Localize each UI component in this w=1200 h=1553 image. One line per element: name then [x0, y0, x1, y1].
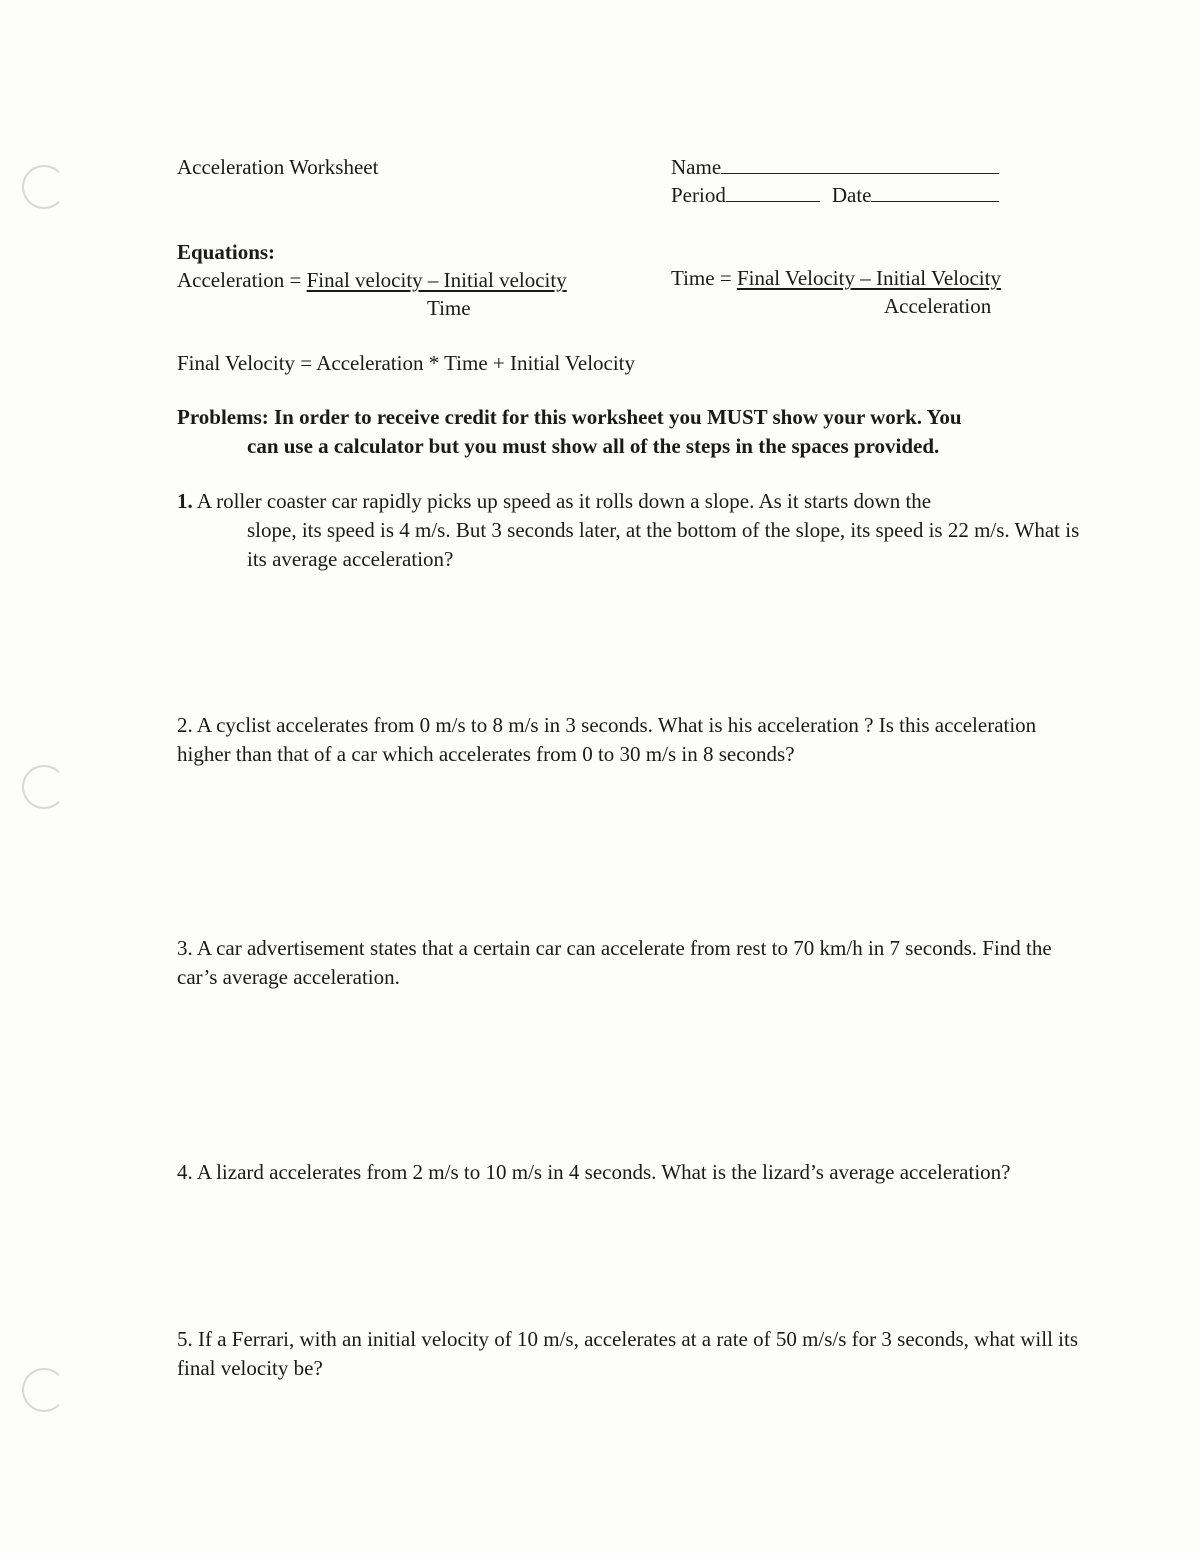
date-blank-line[interactable] [871, 181, 999, 202]
binder-hole-middle [22, 765, 66, 809]
name-label: Name [671, 155, 722, 179]
period-blank-line[interactable] [726, 181, 820, 202]
period-label: Period [671, 183, 726, 207]
date-label: Date [831, 183, 872, 207]
worksheet-title: Acceleration Worksheet [177, 155, 379, 179]
instructions-line-1: Problems: In order to receive credit for this worksheet you MUST show your work. You [177, 405, 962, 429]
question-4: 4. A lizard accelerates from 2 m/s to 10 m/s in 4 seconds. What is the lizard’s average acceleration? [177, 1160, 1011, 1184]
time-equation-numerator: Final Velocity – Initial Velocity [736, 266, 1001, 290]
time-equation-denominator: Acceleration [884, 294, 992, 318]
question-3: 3. A car advertisement states that a certain car can accelerate from rest to 70 km/h in 7 seconds. Find the car’s average acceleration. [177, 936, 1052, 989]
period-date-row [671, 181, 999, 209]
question-5: 5. If a Ferrari, with an initial velocity of 10 m/s, accelerates at a rate of 50 m/s/s for 3 seconds, what will its final velocity be? [177, 1327, 1078, 1380]
question-1-number: 1. [177, 489, 193, 513]
binder-hole-top [22, 165, 66, 209]
binder-hole-bottom [22, 1368, 66, 1412]
question-1-first-line: A roller coaster car rapidly picks up speed as it rolls down a slope. As it starts down the [196, 489, 932, 513]
acceleration-equation-denominator: Time [427, 296, 471, 320]
instructions-line-2: can use a calculator but you must show all of the steps in the spaces provided. [247, 434, 940, 458]
final-velocity-equation: Final Velocity = Acceleration * Time + Initial Velocity [177, 351, 636, 375]
acceleration-equation-lhs: Acceleration = [177, 268, 307, 292]
time-equation [671, 264, 1001, 292]
question-2: 2. A cyclist accelerates from 0 m/s to 8 m/s in 3 seconds. What is his acceleration ? Is this acceleration higher than that of a car which accelerates from 0 to 30 m/s in 8 seconds? [177, 713, 1037, 766]
time-equation-lhs: Time = [671, 266, 737, 290]
name-field-row [671, 153, 999, 181]
equations-heading: Equations: [177, 240, 276, 264]
name-blank-line[interactable] [721, 153, 999, 174]
problems-instructions [177, 403, 1087, 461]
acceleration-equation [177, 266, 567, 294]
question-1-continuation: slope, its speed is 4 m/s. But 3 seconds later, at the bottom of the slope, its speed is 22 m/s. What is its average acceleration? [247, 518, 1080, 571]
question-1 [177, 487, 1092, 574]
acceleration-equation-numerator: Final velocity – Initial velocity [306, 268, 567, 292]
